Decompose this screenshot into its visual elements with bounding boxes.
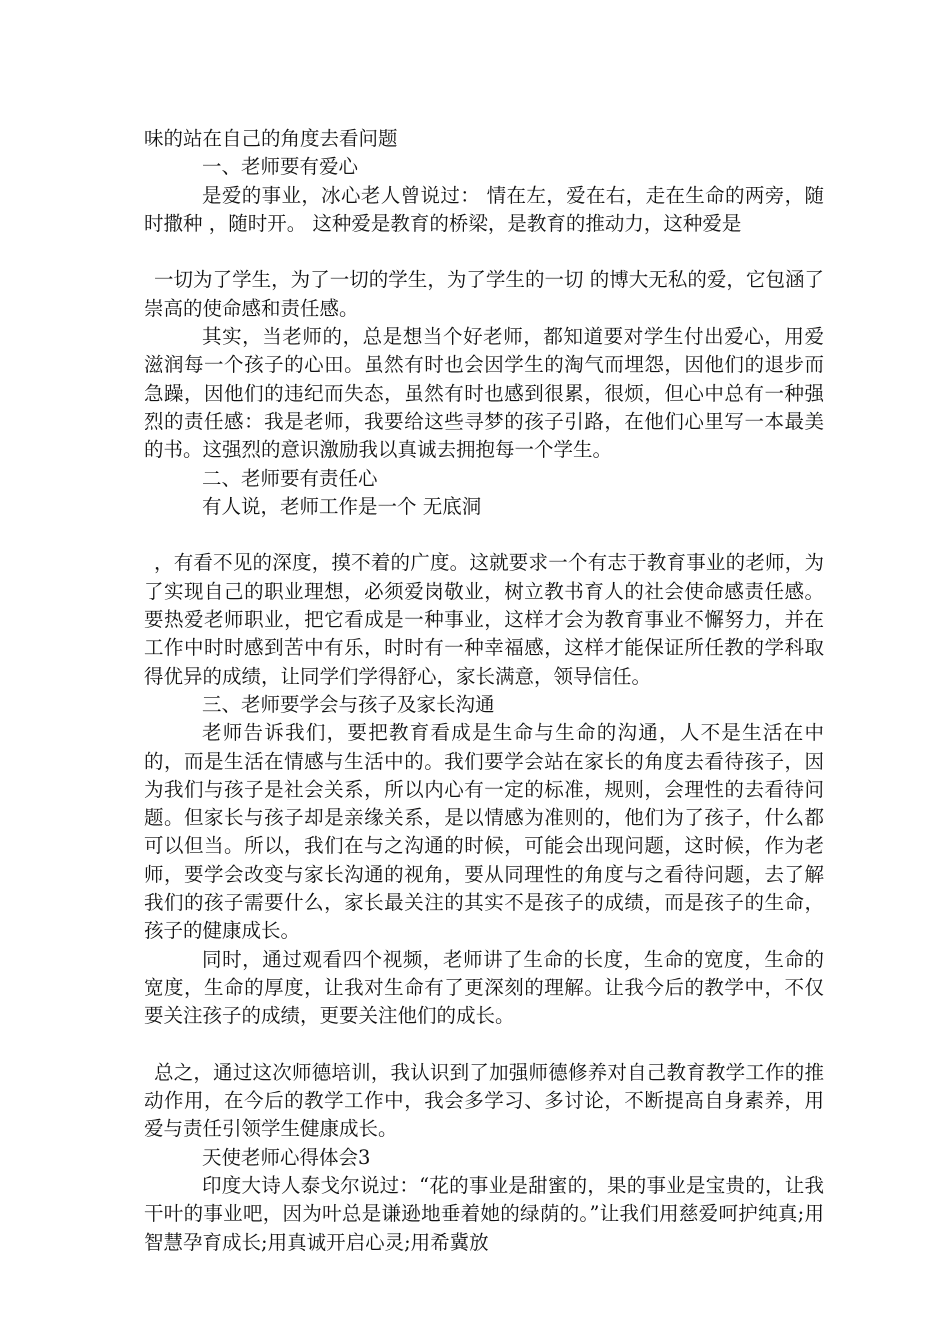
paragraph-continuation: 味的站在自己的角度去看问题 <box>144 127 398 150</box>
paragraph-communication: 老师告诉我们，要把教育看成是生命与生命的沟通，人不是生活在中的，而是生活在情感与生活中的。我们要学会站在家长的角度去看待孩子，因为我们与孩子是社会关系，所以内心有一定的标准，规则，会理性的去看待问题。但家长与孩子却是亲缘关系，是以情感为准则的，他们为了孩子，什么都可以但当。所以，我们在与之沟通的时候，可能会出现问题，这时候，作为老师，要学会改变与家长沟通的视角，要从同理性的角度与之看待问题，去了解我们的孩子需要什么，家长最关注的其实不是孩子的成绩，而是孩子的生命，孩子的健康成长。 <box>144 721 824 943</box>
document-body <box>144 125 824 1257</box>
paragraph-tagore-quote: 印度大诗人泰戈尔说过：“花的事业是甜蜜的，果的事业是宝贵的，让我干叶的事业吧，因为叶总是谦逊地垂着她的绿荫的。”让我们用慈爱呵护纯真;用智慧孕育成长;用真诚开启心灵;用希冀放 <box>144 1173 824 1254</box>
blank-line <box>144 521 824 549</box>
blank-line <box>144 238 824 266</box>
section-heading-love: 一、老师要有爱心 <box>202 155 359 179</box>
paragraph-love-for-students: 一切为了学生，为了一切的学生，为了学生的一切 的博大无私的爱，它包涵了崇高的使命感和责任感。 <box>144 268 824 320</box>
paragraph-good-teacher: 其实，当老师的，总是想当个好老师，都知道要对学生付出爱心，用爱滋润每一个孩子的心田。虽然有时也会因学生的淘气而埋怨，因他们的退步而急躁，因他们的违纪而失态，虽然有时也感到很累，很烦，但心中总有一种强烈的责任感：我是老师，我要给这些寻梦的孩子引路，在他们心里写一本最美的书。这强烈的意识激励我以真诚去拥抱每一个学生。 <box>144 325 824 462</box>
section-heading-angel-teacher: 天使老师心得体会3 <box>202 1145 371 1169</box>
paragraph-career-ideal: ，有看不见的深度，摸不着的广度。这就要求一个有志于教育事业的老师，为了实现自己的职业理想，必须爱岗敬业，树立教书育人的社会使命感责任感。要热爱老师职业，把它看成是一种事业，这样才会为教育事业不懈努力，并在工作中时时感到苦中有乐，时时有一种幸福感，这样才能保证所任教的学科取得优异的成绩，让同学们学得舒心，家长满意，领导信任。 <box>144 551 824 688</box>
paragraph-love-quote: 是爱的事业，冰心老人曾说过： 情在左，爱在右，走在生命的两旁，随时撒种 ，随时开。 这种爱是教育的桥梁，是教育的推动力，这种爱是 <box>144 183 824 235</box>
paragraph-bottomless-pit: 有人说，老师工作是一个 无底洞 <box>202 494 482 518</box>
paragraph-conclusion: 总之，通过这次师德培训，我认识到了加强师德修养对自己教育教学工作的推动作用，在今后的教学工作中，我会多学习、多讨论，不断提高自身素养，用爱与责任引领学生健康成长。 <box>144 1060 824 1141</box>
blank-line <box>144 1031 824 1059</box>
paragraph-videos: 同时，通过观看四个视频，老师讲了生命的长度，生命的宽度，生命的宽度，生命的厚度，让我对生命有了更深刻的理解。让我今后的教学中，不仅要关注孩子的成绩，更要关注他们的成长。 <box>144 947 824 1028</box>
section-heading-communication: 三、老师要学会与孩子及家长沟通 <box>202 692 495 716</box>
section-heading-responsibility: 二、老师要有责任心 <box>202 466 378 490</box>
